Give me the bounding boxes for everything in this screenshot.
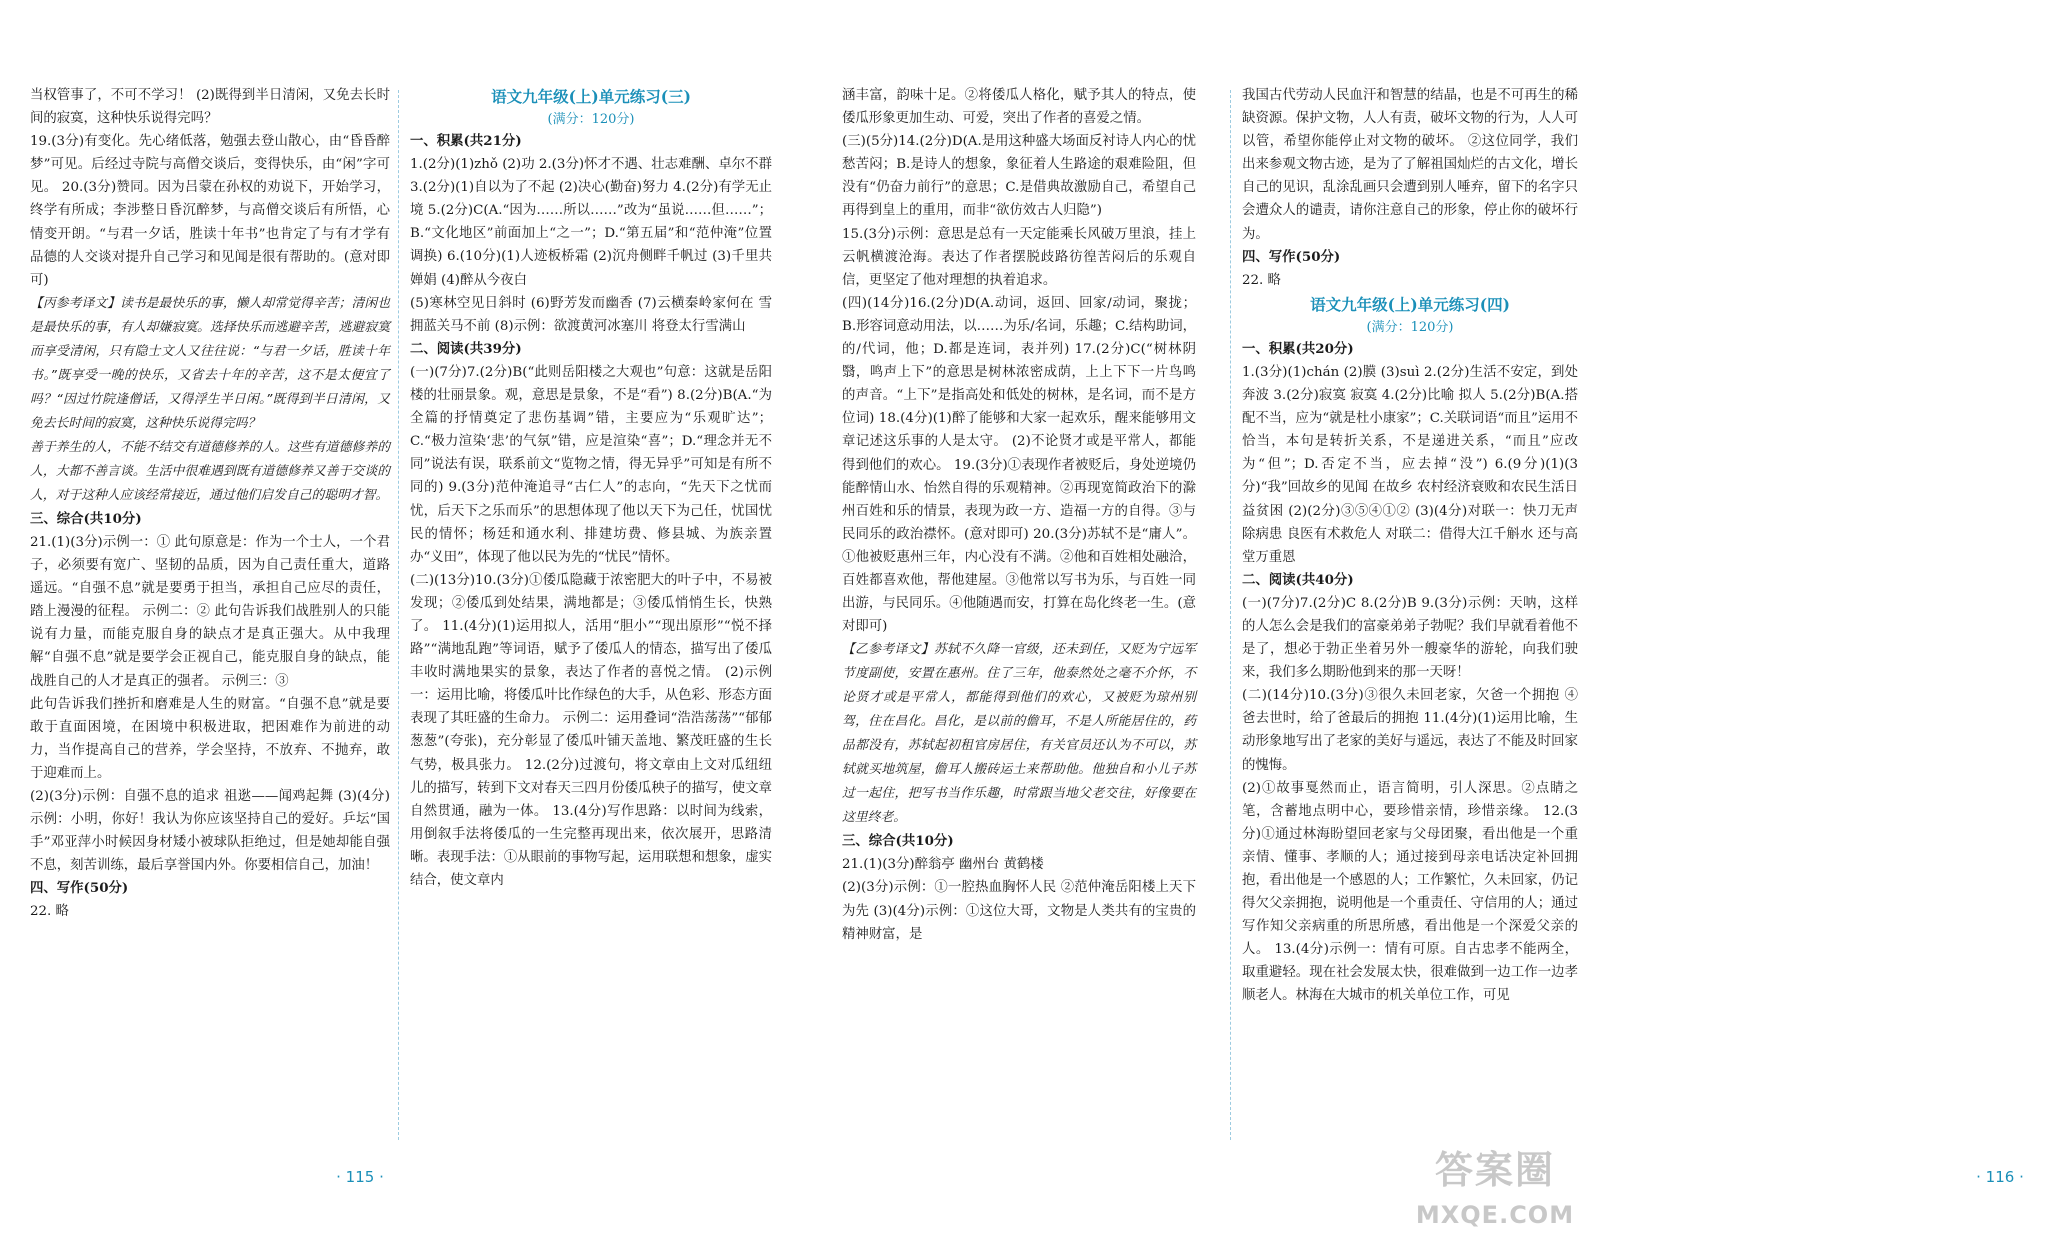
answer-paragraph: (二)(14分)10.(3分)③很久未回老家，欠爸一个拥抱 ④爸去世时，给了爸最后的拥抱 11.(4分)(1)运用比喻，生动形象地写出了老家的美好与遥远，表达了不能及时回家的愧悔。: [1242, 688, 1578, 773]
answer-paragraph: 此句告诉我们挫折和磨难是人生的财富。“自强不息”就是要敢于直面困境，在困境中积极进取，把困难作为前进的动力，当作提高自己的营养，学会坚持，不放弃、不抛弃，敢于迎难而上。: [30, 696, 390, 781]
answer-paragraph: 22. 略: [30, 904, 69, 920]
answer-paragraph: 21.(1)(3分)醉翁亭 幽州台 黄鹤楼: [842, 857, 1044, 873]
answer-paragraph: 19.(3分)有变化。先心绪低落，勉强去登山散心，由“昏昏醉梦”可见。后经过寺院与高僧交谈后，变得快乐，由“闲”字可见。 20.(3分)赞同。因为吕蒙在孙权的劝说下，开始学习，终学有所成；李涉整日昏沉醉梦，与高僧交谈后有所悟，心情变开朗。“与君一夕话，胜读十年书”也肯定了与有才学有品德的人交谈对提升自己学习和见闻是很有帮助的。(意对即可): [30, 134, 390, 288]
column-4: [1242, 84, 1578, 1008]
answer-paragraph: 涵丰富，韵味十足。②将倭瓜人格化，赋予其人的特点，使倭瓜形象更加生动、可爱，突出了作者的喜爱之情。: [842, 88, 1196, 127]
section-heading: 四、写作(50分): [30, 880, 129, 897]
column-divider-right: [1230, 90, 1232, 1140]
section-heading: 二、阅读(共40分): [1242, 571, 1354, 588]
watermark-text: 答案圈: [1434, 1148, 1555, 1192]
watermark-url: MXQE.COM: [1415, 1201, 1575, 1229]
answer-paragraph: 21.(1)(3分)示例一：① 此句原意是：作为一个士人，一个君子，必须要有宽广、坚韧的品质，因为自己责任重大，道路遥远。“自强不息”就是要勇于担当，承担自己应尽的责任，踏上漫漫的征程。 示例二：② 此句告诉我们战胜别人的只能说有力量，而能克服自身的缺点才是真正强大。从中我理解“自强不息”就是要学会正视自己，能克服自身的缺点，能战胜自己的人才是真正的强者。 示例三：③: [30, 534, 390, 689]
section-heading: 一、积累(共21分): [410, 133, 522, 149]
answer-paragraph: (2)①故事戛然而止，语言简明，引人深思。②点睛之笔，含蓄地点明中心，要珍惜亲情，珍惜亲缘。 12.(3分)①通过林海盼望回老家与父母团聚，看出他是一个重亲情、懂事、孝顺的人；通过接到母亲电话决定补回拥抱，看出他是一个感恩的人；工作繁忙，久未回家，仍记得欠父亲拥抱，说明他是一个重责任、守信用的人；通过写作知父亲病重的所思所感，看出他是一个深爱父亲的人。 13.(4分)示例一：情有可原。自古忠孝不能两全，取重避轻。现在社会发展太快，很难做到一边工作一边孝顺老人。林海在大城市的机关单位工作，可见: [1242, 780, 1578, 1004]
translation-paragraph: 善于养生的人，不能不结交有道德修养的人。这些有道德修养的人，大都不善言谈。生活中很难遇到既有道德修养又善于交谈的人，对于这种人应该经常接近，通过他们启发自己的聪明才智。: [30, 439, 390, 503]
answer-paragraph: 15.(3分)示例：意思是总有一天定能乘长风破万里浪，挂上云帆横渡沧海。表达了作者摆脱歧路彷徨苦闷后的乐观自信，更坚定了他对理想的执着追求。: [842, 226, 1196, 288]
answer-paragraph: (2)(3分)示例：①一腔热血胸怀人民 ②范仲淹岳阳楼上天下为先 (3)(4分)示例：①这位大哥，文物是人类共有的宝贵的精神财富，是: [842, 880, 1196, 942]
answer-paragraph: 22. 略: [1242, 272, 1281, 288]
section-title-unit-4: 语文九年级(上)单元练习(四): [1310, 294, 1510, 314]
answer-paragraph: (2)(3分)示例：自强不息的追求 祖逖——闻鸡起舞 (3)(4分)示例：小明，你好！我认为你应该坚持自己的爱好。乒坛“国手”邓亚萍小时候因身材矮小被球队拒绝过，但是她却能自强不息，刻苦训练，最后享誉国内外。你要相信自己，加油！: [30, 788, 390, 874]
column-4-body: [1242, 338, 1578, 1008]
column-divider: [398, 90, 400, 1140]
section-heading: 四、写作(50分): [1242, 248, 1341, 265]
answer-paragraph: (二)(13分)10.(3分)①倭瓜隐藏于浓密肥大的叶子中，不易被发现；②倭瓜到处结果，满地都是；③倭瓜悄悄生长，快熟了。 11.(4分)(1)运用拟人，活用“胆小”“现出原形”“悦不择路”“满地乱跑”等词语，赋予了倭瓜人的情态，描写出了倭瓜丰收时满地果实的景象，表达了作者的喜悦之情。 (2)示例一：运用比喻，将倭瓜叶比作绿色的大手，从色彩、形态方面表现了其旺盛的生命力。 示例二：运用叠词“浩浩荡荡”“郁郁葱葱”(夸张)，充分彰显了倭瓜叶铺天盖地、繁茂旺盛的生长气势，极具张力。 12.(2分)过渡句，将文章由上文对瓜纽纽儿的描写，转到下文对春天三四月份倭瓜秧子的描写，使文章自然贯通，融为一体。 13.(4分)写作思路：以时间为线索，用倒叙手法将倭瓜的一生完整再现出来，依次展开，思路清晰。表现手法：①从眼前的事物写起，运用联想和想象，虚实结合，使文章内: [410, 572, 772, 888]
answer-paragraph: (5)寒林空见日斜时 (6)野芳发而幽香 (7)云横秦岭家何在 雪拥蓝关马不前 (8)示例：欲渡黄河冰塞川 将登太行雪满山: [410, 295, 772, 334]
section-heading: 三、综合(共10分): [842, 833, 954, 850]
right-page: [800, 0, 2024, 1260]
column-2: [410, 84, 772, 892]
answer-paragraph: 1.(2分)(1)zhǒ (2)功 2.(3分)怀才不遇、壮志难酬、卓尔不群 3.(2分)(1)自以为了不起 (2)决心(勤奋)努力 4.(2分)有学无止境 5.(2分)C(A.“因为……所以……”改为“虽说……但……”；B.“文化地区”前面加上“之一”；D.“第五届”和“范仲淹”位置调换) 6.(10分)(1)人迹板桥霜 (2)沉舟侧畔千帆过 (3)千里共婵娟 (4)醉从今夜白: [410, 157, 772, 288]
column-3: [842, 84, 1196, 946]
column-4-top: [1242, 84, 1578, 292]
answer-paragraph: 1.(3分)(1)chán (2)膜 (3)suì 2.(2分)生活不安定，到处奔波 3.(2分)寂寞 寂寞 4.(2分)比喻 拟人 5.(2分)B(A.搭配不当，应为“就是杜小康家”；C.关联词语“而且”运用不恰当，本句是转折关系，不是递进关系，“而且”应改为“但”；D.否定不当，应去掉“没”) 6.(9分)(1)(3分)“我”回故乡的见闻 在故乡 农村经济衰败和农民生活日益贫困 (2)(2分)③⑤④①② (3)(4分)对联一：快刀无声除病患 良医有术救危人 对联二：借得大江千斛水 还与高堂万重恩: [1242, 364, 1578, 565]
section-heading: 二、阅读(共39分): [410, 340, 522, 357]
section-heading: 一、积累(共20分): [1242, 340, 1354, 357]
translation-paragraph: 【丙参考译文】读书是最快乐的事，懒人却常觉得辛苦；清闲也是最快乐的事，有人却嫌寂寞。选择快乐而逃避辛苦，逃避寂寞而享受清闲，只有隐士文人又往往说：“与君一夕话，胜读十年书。”既享受一晚的快乐，又省去十年的辛苦，这不是太便宜了吗？“因过竹院逢僧话，又得浮生半日闲。”既得到半日清闲，又免去长时间的寂寞，这种快乐说得完吗？: [30, 295, 390, 431]
page-number-left: · 115 ·: [336, 1168, 384, 1186]
section-title-unit-3: 语文九年级(上)单元练习(三): [491, 87, 691, 106]
column-2-body: [410, 130, 772, 892]
answer-paragraph: (一)(7分)7.(2分)C 8.(2分)B 9.(3分)示例：天呐，这样的人怎么会是我们的富豪弟弟子勃呢？我们早就看着他不是了，想必于勃正坐着另外一艘豪华的游轮，向我们驶来，我们多么期盼他到来的那一天呀！: [1242, 595, 1578, 681]
watermark-logo: [1400, 1140, 1590, 1250]
answer-paragraph: 我国古代劳动人民血汗和智慧的结晶，也是不可再生的稀缺资源。保护文物，人人有责，破坏文物的行为，人人可以管，希望你能停止对文物的破坏。 ②这位同学，我们出来参观文物古迹，是为了了解祖国灿烂的古文化，增长自己的见识，乱涂乱画只会遭到别人唾弃，留下的名字只会遭众人的谴责，请你注意自己的形象，停止你的破坏行为。: [1242, 88, 1578, 242]
answer-paragraph: (四)(14分)16.(2分)D(A.动词，返回、回家/动词，聚拢；B.形容词意动用法，以……为乐/名词，乐趣；C.结构助词，的/代词，他；D.都是连词，表并列) 17.(2分)C(“树林阴翳，鸣声上下”的意思是树林浓密成荫，上上下下一片鸟鸣的声音。“上下”是指高处和低处的树林，是名词，而不是方位词) 18.(4分)(1)醉了能够和大家一起欢乐，醒来能够用文章记述这乐事的人是太守。 (2)不论贤才或是平常人，都能得到他们的欢心。 19.(3分)①表现作者被贬后，身处逆境仍能醉情山水、怡然自得的乐观精神。②再现宽简政治下的滁州百姓和乐的情景，表现为政一方、造福一方的自得。③与民同乐的政治襟怀。(意对即可) 20.(3分)苏轼不是“庸人”。①他被贬惠州三年，内心没有不满。②他和百姓相处融洽，百姓都喜欢他，帮他建屋。③他常以写书为乐，与百姓一同出游，与民同乐。④他随遇而安，打算在岛化终老一生。(意对即可): [842, 295, 1197, 635]
answer-paragraph: (一)(7分)7.(2分)B(“此则岳阳楼之大观也”句意：这就是岳阳楼的壮丽景象。观，意思是景象，不是“看”) 8.(2分)B(A.“为全篇的抒情奠定了悲伤基调”错，主要应为“乐观旷达”；C.“极力渲染‘悲’的气氛”错，应是渲染“喜”；D.“理念并无不同”说法有误，联系前文“览物之情，得无异乎”可知是有所不同的) 9.(3分)范仲淹追寻“古仁人”的志向，“先天下之忧而忧，后天下之乐而乐”的思想体现了他以天下为己任，忧国忧民的情怀；杨廷和通水利、排建坊费、修县城、为族亲置办“义田”，体现了他以民为先的“忧民”情怀。: [410, 364, 772, 565]
page-number-right: · 116 ·: [1976, 1168, 2024, 1186]
answer-paragraph: (三)(5分)14.(2分)D(A.是用这种盛大场面反衬诗人内心的忧愁苦闷；B.是诗人的想象，象征着人生路途的艰难险阻，但没有“仍奋力前行”的意思；C.是借典故激励自己，希望自己再得到皇上的重用，而非“欲仿效古人归隐”): [842, 134, 1196, 219]
translation-paragraph: 【乙参考译文】苏轼不久降一官级，还未到任，又贬为宁远军节度副使，安置在惠州。住了三年，他泰然处之毫不介怀，不论贤才或是平常人，都能得到他们的欢心，又被贬为琼州别驾，住在昌化。昌化，是以前的儋耳，不是人所能居住的，药品都没有，苏轼起初租官房居住，有关官员还认为不可以，苏轼就买地筑屋，儋耳人搬砖运土来帮助他。他独自和小儿子苏过一起住，把写书当作乐趣，时常跟当地父老交往，好像要在这里终老。: [842, 642, 1196, 826]
left-page: [0, 0, 800, 1260]
section-score-unit-4: (满分：120分): [1366, 319, 1454, 335]
section-score-unit-3: (满分：120分): [547, 112, 635, 127]
answer-paragraph: 当权管事了，不可不学习！ (2)既得到半日清闲，又免去长时间的寂寞，这种快乐说得完吗？: [30, 88, 390, 127]
column-1: [30, 84, 390, 924]
section-heading: 三、综合(共10分): [30, 510, 142, 527]
